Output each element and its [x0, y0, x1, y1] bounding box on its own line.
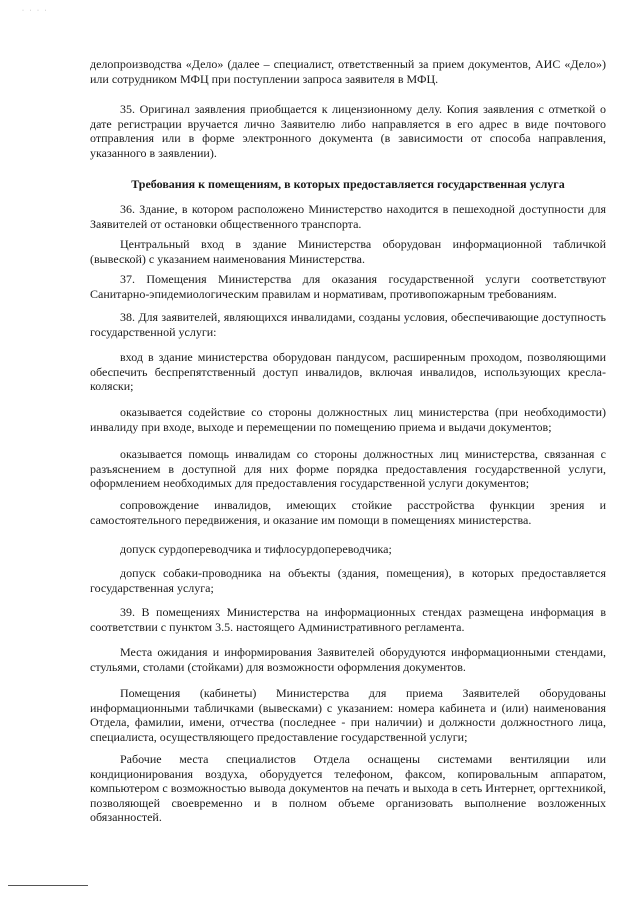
paragraph-continuation: делопроизводства «Дело» (далее – специалист, ответственный за прием документов, АИС «Дело») или сотрудником МФЦ при поступлении запроса заявителя в МФЦ. — [90, 57, 606, 86]
scan-mark: · · · · — [22, 8, 49, 14]
paragraph-37: 37. Помещения Министерства для оказания государственной услуги соответствуют Санитарно-эпидемиологическим правилам и нормативам, противопожарным требованиям. — [90, 272, 606, 301]
paragraph-38-item-guide-dog: допуск собаки-проводника на объекты (здания, помещения), в которых предоставляется государственная услуга; — [90, 566, 606, 595]
footer-rule — [8, 885, 88, 886]
paragraph-36: 36. Здание, в котором расположено Министерство находится в пешеходной доступности для Заявителей от остановки общественного транспорта. — [90, 202, 606, 231]
paragraph-rooms: Помещения (кабинеты) Министерства для приема Заявителей оборудованы информационными табличками (вывесками) с указанием: номера кабинета и (или) наименования Отдела, фамилии, имени, отчества (последнее - при наличии) и должности должностного лица, специалиста, осуществляющего предоставление государственной услуги; — [90, 686, 606, 744]
paragraph-waiting-areas: Места ожидания и информирования Заявителей оборудуются информационными стендами, стульями, столами (стойками) для возможности оформления документов. — [90, 645, 606, 674]
paragraph-workplaces: Рабочие места специалистов Отдела оснащены системами вентиляции или кондиционирования воздуха, оборудуется телефоном, факсом, копировальным аппаратом, компьютером с возможностью вывода документов на печать и выхода в сеть Интернет, оргтехникой, позволяющей своевременно и в полном объеме организовать выполнение возложенных обязанностей. — [90, 752, 606, 825]
section-heading: Требования к помещениям, в которых предоставляется государственная услуга — [131, 177, 565, 191]
paragraph-38-item-help: оказывается помощь инвалидам со стороны должностных лиц министерства, связанная с разъяснением в доступной для них форме порядка предоставления государственной услуги, оформлением необходимых для предоставления государственной услуги документов; — [90, 447, 606, 491]
paragraph-38-item-escort: сопровождение инвалидов, имеющих стойкие расстройства функции зрения и самостоятельного передвижения, и оказание им помощи в помещениях министерства. — [90, 498, 606, 527]
paragraph-38-item-interpreter: допуск сурдопереводчика и тифлосурдопереводчика; — [120, 542, 392, 556]
paragraph-38-item-assistance: оказывается содействие со стороны должностных лиц министерства (при необходимости) инвалиду при входе, выходе и перемещении по помещению приема и выдачи документов; — [90, 405, 606, 434]
paragraph-38-item-ramp: вход в здание министерства оборудован пандусом, расширенным проходом, позволяющими обеспечить беспрепятственный доступ инвалидов, включая инвалидов, использующих кресла-коляски; — [90, 350, 606, 394]
paragraph-central-entrance: Центральный вход в здание Министерства оборудован информационной табличкой (вывеской) с указанием наименования Министерства. — [90, 237, 606, 266]
paragraph-38: 38. Для заявителей, являющихся инвалидами, созданы условия, обеспечивающие доступность государственной услуги: — [90, 310, 606, 339]
paragraph-39: 39. В помещениях Министерства на информационных стендах размещена информация в соответствии с пунктом 3.5. настоящего Административного регламента. — [90, 605, 606, 634]
paragraph-35: 35. Оригинал заявления приобщается к лицензионному делу. Копия заявления с отметкой о дате регистрации вручается лично Заявителю либо направляется в его адрес в виде почтового отправления или в форме электронного документа (в зависимости от способа направления, указанного в заявлении). — [90, 102, 606, 160]
